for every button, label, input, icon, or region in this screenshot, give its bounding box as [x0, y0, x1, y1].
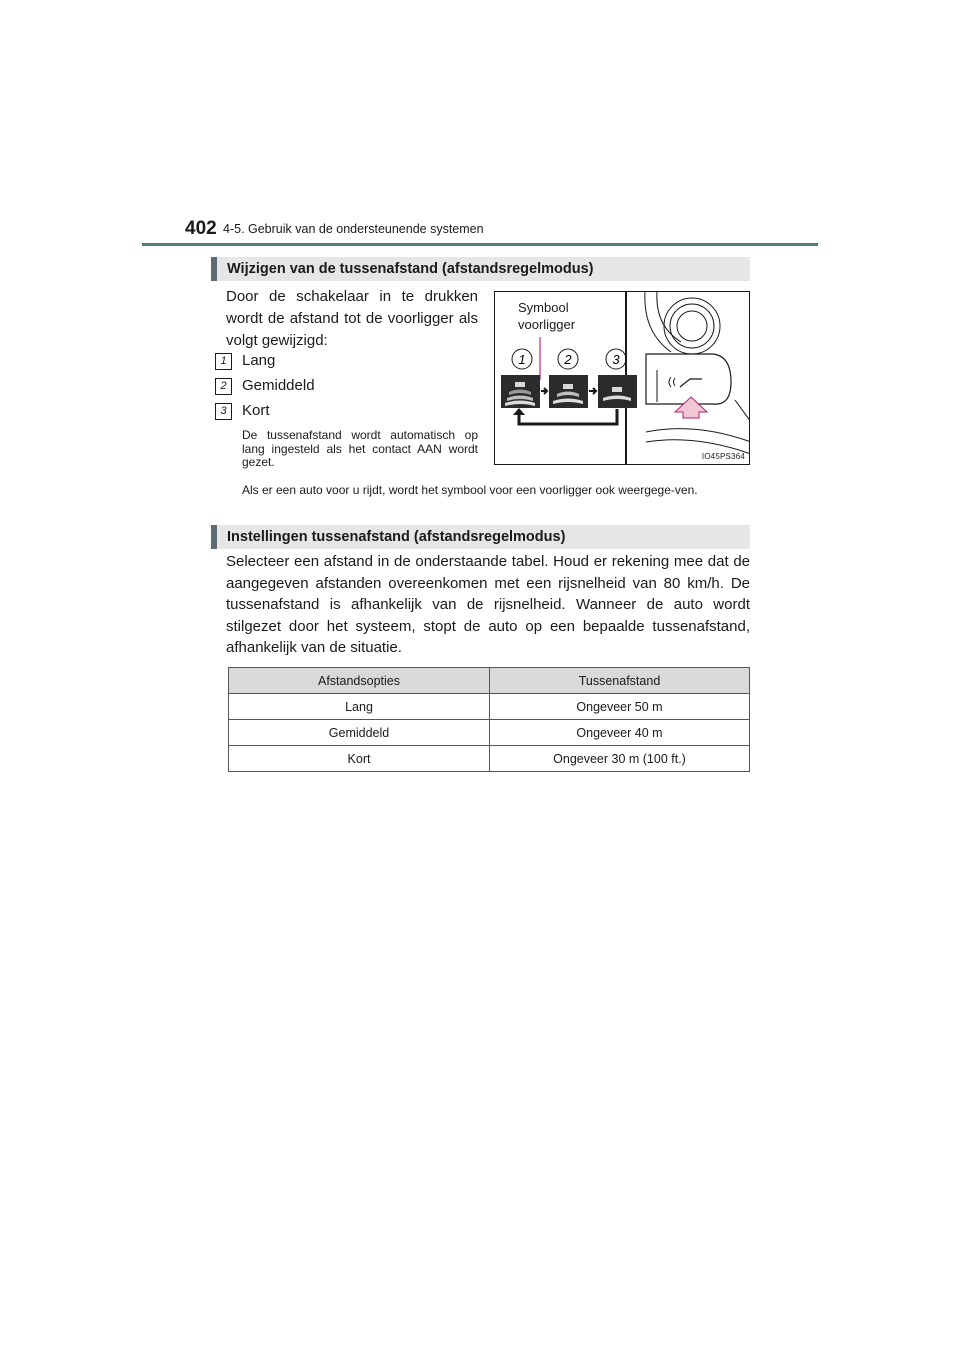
- option-number-badge: 1: [215, 353, 232, 370]
- chapter-title: 4-5. Gebruik van de ondersteunende systemen: [223, 222, 484, 236]
- intro-text: [226, 286, 478, 352]
- marker-3: 3: [612, 352, 620, 367]
- table-row: [229, 694, 750, 720]
- distance-table: [228, 667, 750, 772]
- callout-line-2: voorligger: [518, 317, 576, 332]
- table-cell: Lang: [229, 694, 490, 720]
- section-heading-distance-change: Wijzigen van de tussenafstand (afstandsregelmodus): [211, 257, 750, 281]
- note-vehicle-ahead: Als er een auto voor u rijdt, wordt het symbool voor een voorligger ook weergege-ven.: [242, 483, 698, 497]
- table-row: [229, 720, 750, 746]
- figure-code: IO45PS364: [701, 452, 745, 461]
- option-number-badge: 3: [215, 403, 232, 420]
- table-header-cell: Afstandsopties: [229, 668, 490, 694]
- display-screen-medium: [549, 375, 588, 408]
- table-cell: Ongeveer 30 m (100 ft.): [490, 746, 750, 772]
- option-label: Kort: [242, 402, 270, 419]
- option-label: Gemiddeld: [242, 377, 315, 394]
- intro-line-2: wordt de afstand tot de voorligger als: [226, 310, 478, 327]
- note-auto-reset: De tussenafstand wordt automatisch op lang ingesteld als het contact AAN wordt gezet.: [242, 428, 478, 469]
- figure-callout: [518, 299, 588, 333]
- page-number: 402: [185, 218, 217, 239]
- option-label: Lang: [242, 352, 276, 369]
- display-screen-long: [501, 375, 540, 408]
- table-header-row: [229, 668, 750, 694]
- header-rule: [142, 243, 818, 246]
- display-screen-short: [598, 375, 637, 408]
- section-heading-distance-settings: Instellingen tussenafstand (afstandsregelmodus): [211, 525, 750, 549]
- table-cell: Ongeveer 40 m: [490, 720, 750, 746]
- marker-2: 2: [564, 352, 572, 367]
- distance-switch-figure: [494, 291, 750, 465]
- table-header-cell: Tussenafstand: [490, 668, 750, 694]
- table-cell: Gemiddeld: [229, 720, 490, 746]
- option-number-badge: 2: [215, 378, 232, 395]
- table-cell: Kort: [229, 746, 490, 772]
- intro-line-3: volgt gewijzigd:: [226, 332, 328, 349]
- intro-line-1: Door de schakelaar in te drukken: [226, 288, 478, 305]
- marker-1: 1: [518, 352, 526, 367]
- callout-line-1: Symbool: [518, 300, 569, 315]
- table-row: [229, 746, 750, 772]
- settings-paragraph: Selecteer een afstand in de onderstaande tabel. Houd er rekening mee dat de aangegeven afstanden overeenkomen met een rijsnelheid van 80 km/h. De tussenafstand is afhankelijk van de rijsnelheid. Wanneer de auto wordt stilgezet door het systeem, stopt de auto op een bepaalde tussenafstand, afhankelijk van de situatie.: [226, 553, 750, 656]
- table-cell: Ongeveer 50 m: [490, 694, 750, 720]
